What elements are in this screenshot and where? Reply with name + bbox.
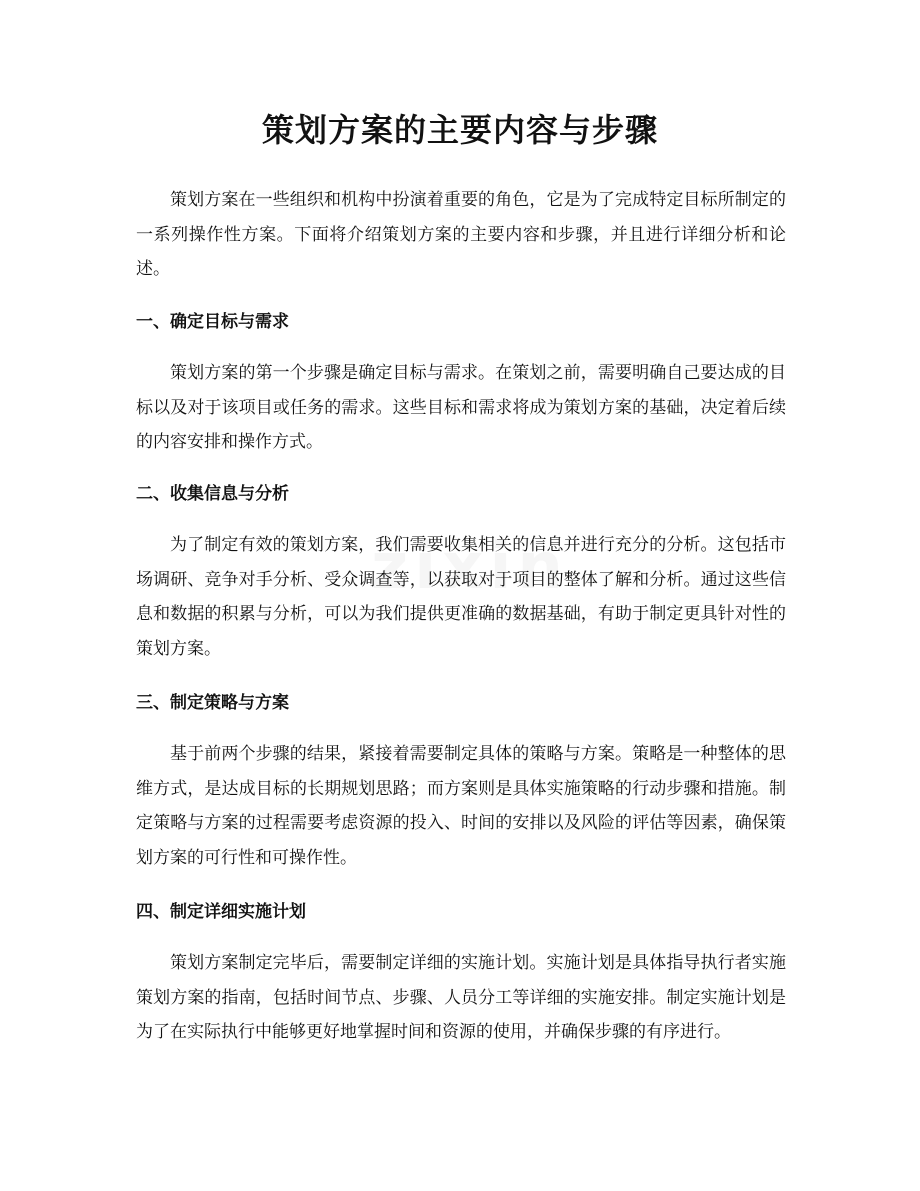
section-heading-2: 二、收集信息与分析 — [136, 484, 289, 504]
section-body-4: 策划方案制定完毕后，需要制定详细的实施计划。实施计划是具体指导执行者实施策划方案的指南，包括时间节点、步骤、人员分工等详细的实施安排。制定实施计划是为了在实际执行中能够更好地掌握时间和资源的使用，并确保步骤的有序进行。 — [136, 953, 786, 1042]
section-body-1: 策划方案的第一个步骤是确定目标与需求。在策划之前，需要明确自己要达成的目标以及对于该项目或任务的需求。这些目标和需求将成为策划方案的基础，决定着后续的内容安排和操作方式。 — [136, 363, 786, 452]
section-heading-3: 三、制定策略与方案 — [136, 693, 289, 713]
section-heading-4: 四、制定详细实施计划 — [136, 902, 306, 922]
section-body-2: 为了制定有效的策划方案，我们需要收集相关的信息并进行充分的分析。这包括市场调研、竞争对手分析、受众调查等，以获取对于项目的整体了解和分析。通过这些信息和数据的积累与分析，可以为我们提供更准确的数据基础，有助于制定更具针对性的策划方案。 — [136, 535, 786, 659]
intro-paragraph: 策划方案在一些组织和机构中扮演着重要的角色，它是为了完成特定目标所制定的一系列操作性方案。下面将介绍策划方案的主要内容和步骤，并且进行详细分析和论述。 — [136, 190, 786, 279]
section-heading-1: 一、确定目标与需求 — [136, 312, 289, 332]
page-title: 策划方案的主要内容与步骤 — [261, 111, 658, 149]
section-body-3: 基于前两个步骤的结果，紧接着需要制定具体的策略与方案。策略是一种整体的思维方式，是达成目标的长期规划思路；而方案则是具体实施策略的行动步骤和措施。制定策略与方案的过程需要考虑资源的投入、时间的安排以及风险的评估等因素，确保策划方案的可行性和可操作性。 — [136, 744, 786, 868]
